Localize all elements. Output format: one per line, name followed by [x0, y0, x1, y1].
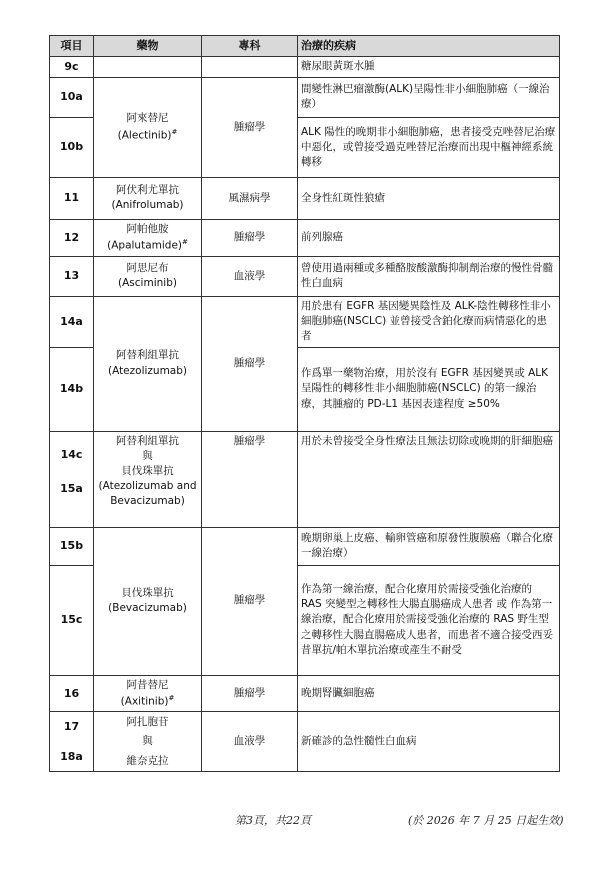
- table-row: [50, 712, 560, 742]
- item-number: 15c: [50, 565, 94, 675]
- disease-cell: 糖尿眼黃斑水腫: [298, 57, 560, 78]
- drug-name-en: (Axitinib)#: [120, 693, 175, 708]
- drug-cell: [94, 675, 202, 712]
- drug-name-zh: 阿昔替尼: [126, 678, 169, 691]
- disease-cell: 作爲單一藥物治療，用於沒有 EGFR 基因變異或 ALK 呈陽性的轉移性非小細胞肺癌(NSCLC) 的第一線治療，其腫瘤的 PD-L1 基因表達程度 ≥50%: [298, 347, 560, 431]
- disease-cell: 晚期腎臟細胞癌: [298, 675, 560, 712]
- drug-cell: [94, 256, 202, 296]
- footnote-mark: #: [168, 693, 175, 702]
- drug-name-en: (Anifrolumab): [111, 199, 184, 212]
- table-header-row: [50, 36, 560, 57]
- specialty-cell: 風濕病學: [202, 177, 298, 219]
- disease-cell: 用於患有 EGFR 基因變異陰性及 ALK-陰性轉移性非小細胞肺癌(NSCLC) 並曾接受含鉑化療而病情惡化的患者: [298, 296, 560, 347]
- drug-cell: [94, 431, 202, 527]
- specialty-cell: [202, 57, 298, 78]
- drug-cell: [94, 527, 202, 675]
- drug-name-zh: 貝伐珠單抗: [121, 464, 174, 477]
- table-row: [50, 431, 560, 479]
- disease-cell: 作為第一線治療，配合化療用於需接受強化治療的 RAS 突變型之轉移性大腸直腸癌成人患者 或 作為第一線治療，配合化療用於需接受強化治療的 RAS 野生型之轉移性大腸直腸癌成人患者，而患者不適合接受西妥昔單抗/帕木單抗治療或產生不耐受: [298, 565, 560, 675]
- drug-name-zh: 貝伐珠單抗: [121, 586, 174, 599]
- drug-name-en: (Atezolizumab and: [98, 480, 197, 493]
- drug-table: [49, 35, 560, 772]
- effective-date: (於 2026 年 7 月 25 日起生效): [408, 814, 564, 827]
- table-row: [50, 219, 560, 256]
- header-item: 項目: [50, 36, 94, 57]
- item-number: 11: [50, 177, 94, 219]
- disease-cell: 晚期卵巢上皮癌、輸卵管癌和原發性腹膜癌（聯合化療一線治療）: [298, 527, 560, 565]
- header-specialty: 專科: [202, 36, 298, 57]
- drug-cell: [94, 177, 202, 219]
- item-number: 9c: [50, 57, 94, 78]
- drug-conjunction: 與: [142, 449, 153, 462]
- item-number: 18a: [50, 742, 94, 772]
- header-disease: 治療的疾病: [298, 36, 560, 57]
- table-row: [50, 57, 560, 78]
- drug-name-zh: 阿伏利尤單抗: [116, 184, 179, 197]
- page-number: 第3頁，共22頁: [235, 814, 311, 827]
- disease-cell: 間變性淋巴瘤激酶(ALK)呈陽性非小細胞肺癌（一線治療）: [298, 77, 560, 117]
- disease-cell: ALK 陽性的晚期非小細胞肺癌，患者接受克唑替尼治療中惡化，或曾接受過克唑替尼治療而出現中樞神經系統轉移: [298, 117, 560, 177]
- disease-cell: 用於未曾接受全身性療法且無法切除或晚期的肝細胞癌: [298, 431, 560, 527]
- table-row: [50, 527, 560, 565]
- drug-name-zh: 阿替利組單抗: [116, 434, 179, 447]
- drug-name-zh: 阿扎胞苷: [126, 716, 169, 729]
- specialty-cell: 腫瘤學: [202, 675, 298, 712]
- item-number: 14a: [50, 296, 94, 347]
- disease-cell: 新確診的急性髓性白血病: [298, 712, 560, 772]
- specialty-cell: 腫瘤學: [202, 77, 298, 177]
- drug-name-zh: 阿替利組單抗: [116, 349, 179, 362]
- footnote-mark: #: [182, 238, 188, 247]
- drug-cell: [94, 57, 202, 78]
- item-number: 17: [50, 712, 94, 742]
- item-number: 10b: [50, 117, 94, 177]
- disease-cell: 曾使用過兩種或多種酪胺酸激酶抑制劑治療的慢性骨髓性白血病: [298, 256, 560, 296]
- drug-conjunction: 與: [142, 735, 153, 748]
- drug-name-en: Bevacizumab): [110, 495, 185, 508]
- drug-name-zh: 阿思尼布: [126, 262, 169, 275]
- table-row: [50, 296, 560, 347]
- item-number: 12: [50, 219, 94, 256]
- item-number: 13: [50, 256, 94, 296]
- table-row: [50, 256, 560, 296]
- drug-cell: [94, 77, 202, 177]
- item-number: 14c: [50, 431, 94, 479]
- table-row: [50, 675, 560, 712]
- specialty-cell: 腫瘤學: [202, 527, 298, 675]
- specialty-cell: 血液學: [202, 256, 298, 296]
- drug-name-en: (Apalutamide)#: [107, 238, 188, 252]
- drug-name-en: (Asciminib): [118, 277, 177, 290]
- drug-name-zh: 阿帕他胺: [126, 222, 169, 235]
- drug-name-en: (Bevacizumab): [108, 602, 187, 615]
- disease-cell: 前列腺癌: [298, 219, 560, 256]
- drug-cell: [94, 712, 202, 772]
- drug-name-en: (Atezolizumab): [107, 364, 188, 377]
- item-number: 15b: [50, 527, 94, 565]
- table-row: [50, 177, 560, 219]
- header-drug: 藥物: [94, 36, 202, 57]
- footnote-mark: #: [171, 127, 178, 136]
- specialty-cell: 腫瘤學: [202, 431, 298, 527]
- specialty-cell: 血液學: [202, 712, 298, 772]
- drug-cell: [94, 219, 202, 256]
- item-number: 14b: [50, 347, 94, 431]
- table-row: [50, 77, 560, 117]
- drug-name-en: (Alectinib)#: [117, 127, 178, 142]
- specialty-cell: 腫瘤學: [202, 296, 298, 431]
- disease-cell: 全身性紅斑性狼瘡: [298, 177, 560, 219]
- specialty-cell: 腫瘤學: [202, 219, 298, 256]
- item-number: 16: [50, 675, 94, 712]
- drug-name-zh: 阿來替尼: [126, 112, 169, 125]
- item-number: 10a: [50, 77, 94, 117]
- item-number: 15a: [50, 479, 94, 527]
- drug-name-zh: 維奈克拉: [126, 754, 169, 767]
- drug-cell: [94, 296, 202, 431]
